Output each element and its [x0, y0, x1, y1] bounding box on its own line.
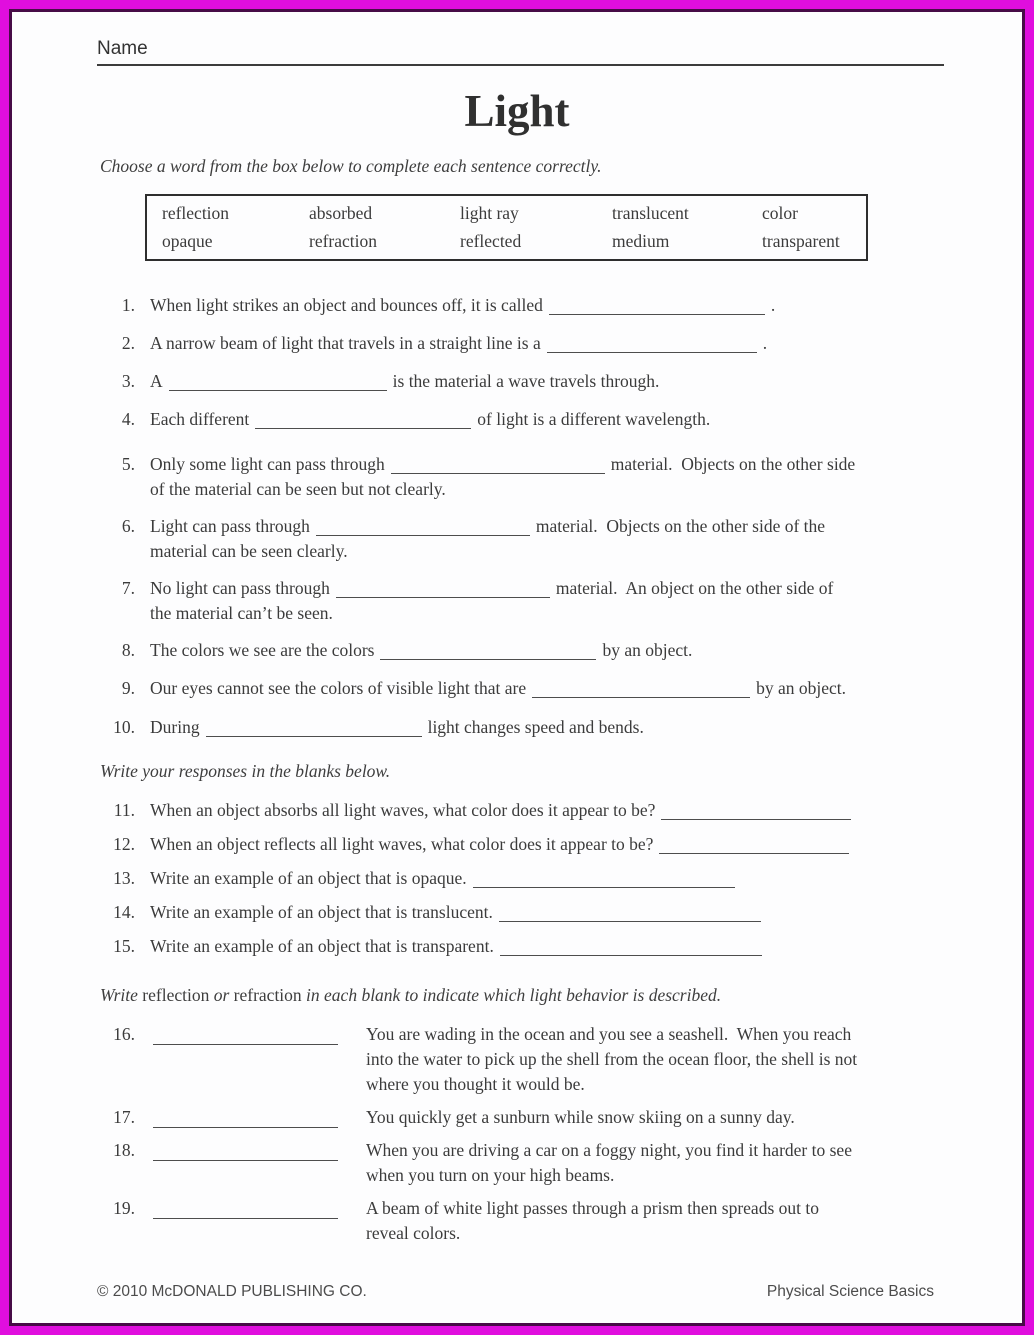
instruction-fill-in: Choose a word from the box below to complete each sentence correctly.: [100, 156, 602, 176]
question-row: [100, 1022, 1022, 1097]
answer-blank[interactable]: [153, 1105, 338, 1128]
question-text: light changes speed and bends.: [427, 717, 644, 737]
question-body: [150, 369, 659, 394]
answer-blank[interactable]: [316, 530, 530, 536]
question-number: 10.: [113, 717, 135, 737]
word-bank-term: absorbed: [309, 203, 373, 223]
question-body: [150, 934, 768, 959]
question-body: [150, 798, 857, 823]
question-text: reveal colors.: [366, 1223, 461, 1243]
question-body: [366, 1196, 941, 1246]
answer-blank[interactable]: [380, 654, 596, 660]
question-row: [100, 407, 1022, 432]
name-blank-line[interactable]: [148, 38, 944, 60]
word-bank-term: reflected: [460, 231, 522, 251]
question-row: [100, 514, 1022, 564]
question-row: [100, 293, 1022, 318]
word-bank-term: light ray: [460, 203, 519, 223]
question-number: 16.: [113, 1024, 135, 1044]
question-text: Each different: [150, 409, 250, 429]
question-number: 12.: [113, 834, 135, 854]
answer-blank[interactable]: [499, 916, 761, 922]
question-number: 19.: [113, 1198, 135, 1218]
answer-blank[interactable]: [336, 592, 550, 598]
question-row: [100, 1105, 1022, 1130]
instruction-segment: reflection: [142, 985, 214, 1005]
name-label: Name: [97, 38, 148, 59]
page-title: Light: [464, 86, 570, 136]
question-text: During: [150, 717, 200, 737]
question-text: A: [150, 371, 163, 391]
instruction-segment: or: [213, 985, 234, 1005]
question-text: When light strikes an object and bounces off, it is called: [150, 295, 543, 315]
answer-blank[interactable]: [153, 1196, 338, 1219]
question-number: 2.: [121, 333, 135, 353]
question-text: of light is a different wavelength.: [477, 409, 711, 429]
question-text: No light can pass through: [150, 578, 330, 598]
question-body: [150, 331, 767, 356]
question-body: [150, 676, 846, 701]
question-body: [366, 1138, 941, 1188]
answer-blank[interactable]: [391, 468, 605, 474]
instruction-segment: in each blank to indicate which light behavior is described.: [306, 985, 722, 1005]
question-row: [100, 638, 1022, 663]
word-bank-term: medium: [612, 231, 670, 251]
word-bank-term: reflection: [162, 203, 230, 223]
question-number: 4.: [121, 409, 135, 429]
question-number: 11.: [113, 800, 135, 820]
word-bank-term: refraction: [309, 231, 378, 251]
answer-blank[interactable]: [547, 347, 757, 353]
instruction-segment: Write: [100, 985, 143, 1005]
answer-blank[interactable]: [153, 1138, 338, 1161]
question-body: [366, 1105, 941, 1130]
question-number: 9.: [121, 678, 135, 698]
question-text: A beam of white light passes through a prism then spreads out to: [366, 1198, 819, 1218]
question-text: material can be seen clearly.: [150, 541, 348, 561]
answer-blank[interactable]: [532, 692, 750, 698]
question-text: When you are driving a car on a foggy night, you find it harder to see: [366, 1140, 852, 1160]
answer-blank[interactable]: [661, 814, 851, 820]
question-number: 7.: [121, 578, 135, 598]
question-text: You quickly get a sunburn while snow skiing on a sunny day.: [366, 1107, 795, 1127]
question-number: 3.: [121, 371, 135, 391]
question-text: Light can pass through: [150, 516, 310, 536]
question-body: [150, 866, 741, 891]
question-text: The colors we see are the colors: [150, 640, 375, 660]
instruction-behavior: [100, 983, 1022, 1008]
question-body: [150, 293, 775, 318]
word-bank-term: color: [762, 203, 798, 223]
question-text: of the material can be seen but not clearly.: [150, 479, 446, 499]
worksheet-page: [9, 9, 1025, 1326]
question-text: material. Objects on the other side of the: [535, 516, 826, 536]
instruction-segment: refraction: [233, 985, 307, 1005]
question-body: [150, 452, 855, 502]
response-question-list: [12, 798, 1022, 959]
page-footer: [97, 1283, 934, 1301]
word-bank-box: [145, 194, 868, 261]
question-body: [150, 832, 855, 857]
question-row: [100, 798, 1022, 823]
instruction-responses: Write your responses in the blanks below.: [100, 761, 391, 781]
question-number: 6.: [121, 516, 135, 536]
question-row: [100, 832, 1022, 857]
question-row: [100, 934, 1022, 959]
question-number: 8.: [121, 640, 135, 660]
question-text: Write an example of an object that is transparent.: [150, 936, 494, 956]
question-body: [150, 407, 710, 432]
question-body: [150, 715, 644, 740]
word-bank-term: translucent: [612, 203, 689, 223]
question-row: [100, 452, 1022, 502]
question-text: Write an example of an object that is opaque.: [150, 868, 467, 888]
question-text: When an object absorbs all light waves, what color does it appear to be?: [150, 800, 656, 820]
question-number: 18.: [113, 1140, 135, 1160]
question-row: [100, 900, 1022, 925]
question-number: 5.: [121, 454, 135, 474]
question-row: [100, 676, 1022, 701]
series-title: Physical Science Basics: [766, 1283, 934, 1300]
question-row: [100, 866, 1022, 891]
answer-blank[interactable]: [255, 423, 471, 429]
question-text: .: [762, 333, 768, 353]
question-number: 13.: [113, 868, 135, 888]
answer-blank[interactable]: [549, 309, 765, 315]
question-number: 1.: [121, 295, 135, 315]
question-row: [100, 331, 1022, 356]
question-row: [100, 576, 1022, 626]
behavior-question-list: [12, 1022, 1022, 1246]
question-body: [150, 900, 767, 925]
question-text: when you turn on your high beams.: [366, 1165, 615, 1185]
question-row: [100, 1138, 1022, 1188]
question-text: is the material a wave travels through.: [392, 371, 660, 391]
name-field-row: [97, 38, 944, 66]
question-text: A narrow beam of light that travels in a straight line is a: [150, 333, 541, 353]
question-number: 15.: [113, 936, 135, 956]
question-text: into the water to pick up the shell from the ocean floor, the shell is not: [366, 1049, 858, 1069]
question-text: where you thought it would be.: [366, 1074, 585, 1094]
question-text: material. Objects on the other side: [610, 454, 856, 474]
answer-blank[interactable]: [153, 1022, 338, 1045]
answer-blank[interactable]: [473, 882, 735, 888]
answer-blank[interactable]: [500, 950, 762, 956]
question-row: [100, 715, 1022, 740]
answer-blank[interactable]: [659, 848, 849, 854]
question-row: [100, 1196, 1022, 1246]
copyright-text: © 2010 McDONALD PUBLISHING CO.: [97, 1283, 367, 1300]
question-text: Write an example of an object that is translucent.: [150, 902, 493, 922]
question-body: [366, 1022, 941, 1097]
question-text: Only some light can pass through: [150, 454, 385, 474]
question-text: the material can’t be seen.: [150, 603, 333, 623]
answer-blank[interactable]: [169, 385, 387, 391]
question-text: by an object.: [602, 640, 693, 660]
question-number: 14.: [113, 902, 135, 922]
question-row: [100, 369, 1022, 394]
question-body: [150, 638, 692, 663]
question-text: When an object reflects all light waves, what color does it appear to be?: [150, 834, 654, 854]
fill-in-question-list: [12, 293, 1022, 740]
question-text: .: [770, 295, 776, 315]
question-number: 17.: [113, 1107, 135, 1127]
word-bank-term: transparent: [762, 231, 840, 251]
question-body: [150, 576, 833, 626]
question-text: material. An object on the other side of: [555, 578, 834, 598]
answer-blank[interactable]: [206, 731, 422, 737]
question-body: [150, 514, 825, 564]
word-bank-term: opaque: [162, 231, 213, 251]
question-text: Our eyes cannot see the colors of visible light that are: [150, 678, 527, 698]
question-text: by an object.: [756, 678, 847, 698]
question-text: You are wading in the ocean and you see a seashell. When you reach: [366, 1024, 852, 1044]
